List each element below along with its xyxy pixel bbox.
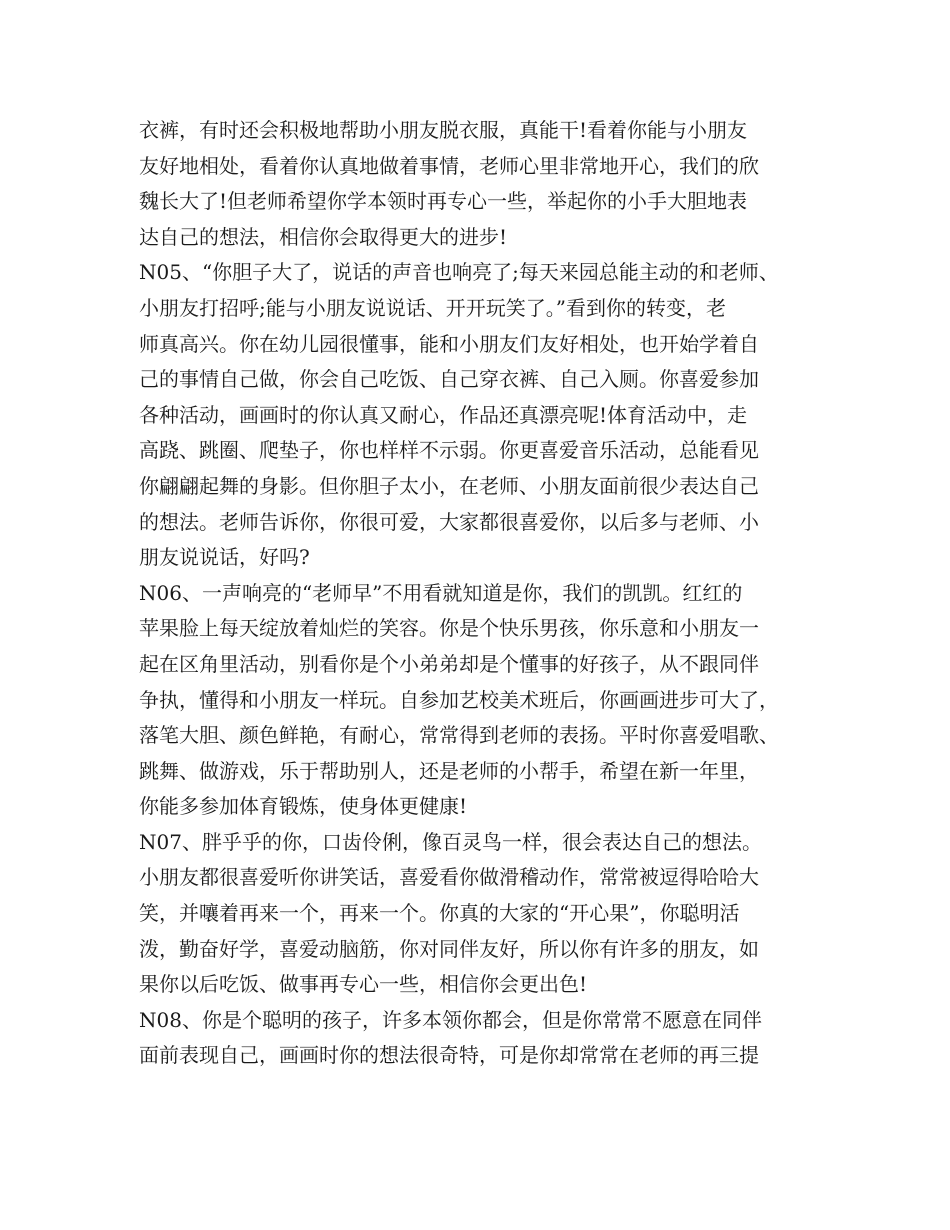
text-line: 友好地相处，看着你认真地做着事情，老师心里非常地开心，我们的欣 <box>139 153 759 178</box>
text-line: 笑，并嚷着再来一个，再来一个。你真的大家的“开心果”，你聪明活 <box>139 901 740 926</box>
text-line: N05、“你胆子大了，说话的声音也响亮了;每天来园总能主动的和老师、 <box>139 260 779 285</box>
text-line: 各种活动，画画时的你认真又耐心，作品还真漂亮呢!体育活动中，走 <box>139 402 748 427</box>
text-line: 起在区角里活动，别看你是个小弟弟却是个懂事的好孩子，从不跟同伴 <box>139 651 759 676</box>
text-line: 果你以后吃饭、做事再专心一些，相信你会更出色! <box>139 972 588 997</box>
text-line: 苹果脸上每天绽放着灿烂的笑容。你是个快乐男孩，你乐意和小朋友一 <box>139 616 759 641</box>
text-line: 泼，勤奋好学，喜爱动脑筋，你对同伴友好，所以你有许多的朋友，如 <box>139 936 759 961</box>
text-line: 魏长大了!但老师希望你学本领时再专心一些，举起你的小手大胆地表 <box>139 189 748 214</box>
text-line: 的想法。老师告诉你，你很可爱，大家都很喜爱你，以后多与老师、小 <box>139 509 759 534</box>
text-line: 小朋友打招呼;能与小朋友说说话、开开玩笑了。”看到你的转变，老 <box>139 295 726 320</box>
text-line: 落笔大胆、颜色鲜艳，有耐心，常常得到老师的表扬。平时你喜爱唱歌、 <box>139 723 779 748</box>
text-line: 小朋友都很喜爱听你讲笑话，喜爱看你做滑稽动作，常常被逗得哈哈大 <box>139 865 759 890</box>
text-line: 你能多参加体育锻炼，使身体更健康! <box>139 794 468 819</box>
text-line: 达自己的想法，相信你会取得更大的进步! <box>139 224 508 249</box>
text-line: N06、一声响亮的“老师早”不用看就知道是你，我们的凯凯。红红的 <box>139 580 743 605</box>
text-line: 高跷、跳圈、爬垫子，你也样样不示弱。你更喜爱音乐活动，总能看见 <box>139 438 759 463</box>
text-line: 师真高兴。你在幼儿园很懂事，能和小朋友们友好相处，也开始学着自 <box>139 331 759 356</box>
text-line: N07、胖乎乎的你，口齿伶俐，像百灵鸟一样，很会表达自己的想法。 <box>139 829 762 854</box>
text-line: 你翩翩起舞的身影。但你胆子太小，在老师、小朋友面前很少表达自己 <box>139 473 759 498</box>
text-line: 争执，懂得和小朋友一样玩。自参加艺校美术班后，你画画进步可大了， <box>139 687 779 712</box>
text-line: 己的事情自己做，你会自己吃饭、自己穿衣裤、自己入厕。你喜爱参加 <box>139 367 759 392</box>
text-line: 跳舞、做游戏，乐于帮助别人，还是老师的小帮手，希望在新一年里， <box>139 758 759 783</box>
text-line: N08、你是个聪明的孩子，许多本领你都会，但是你常常不愿意在同伴 <box>139 1007 762 1032</box>
text-line: 朋友说说话，好吗? <box>139 545 310 570</box>
text-line: 衣裤，有时还会积极地帮助小朋友脱衣服，真能干!看着你能与小朋友 <box>139 118 748 142</box>
text-line: 面前表现自己，画画时你的想法很奇特，可是你却常常在老师的再三提 <box>139 1043 759 1068</box>
document-body <box>139 113 829 1074</box>
